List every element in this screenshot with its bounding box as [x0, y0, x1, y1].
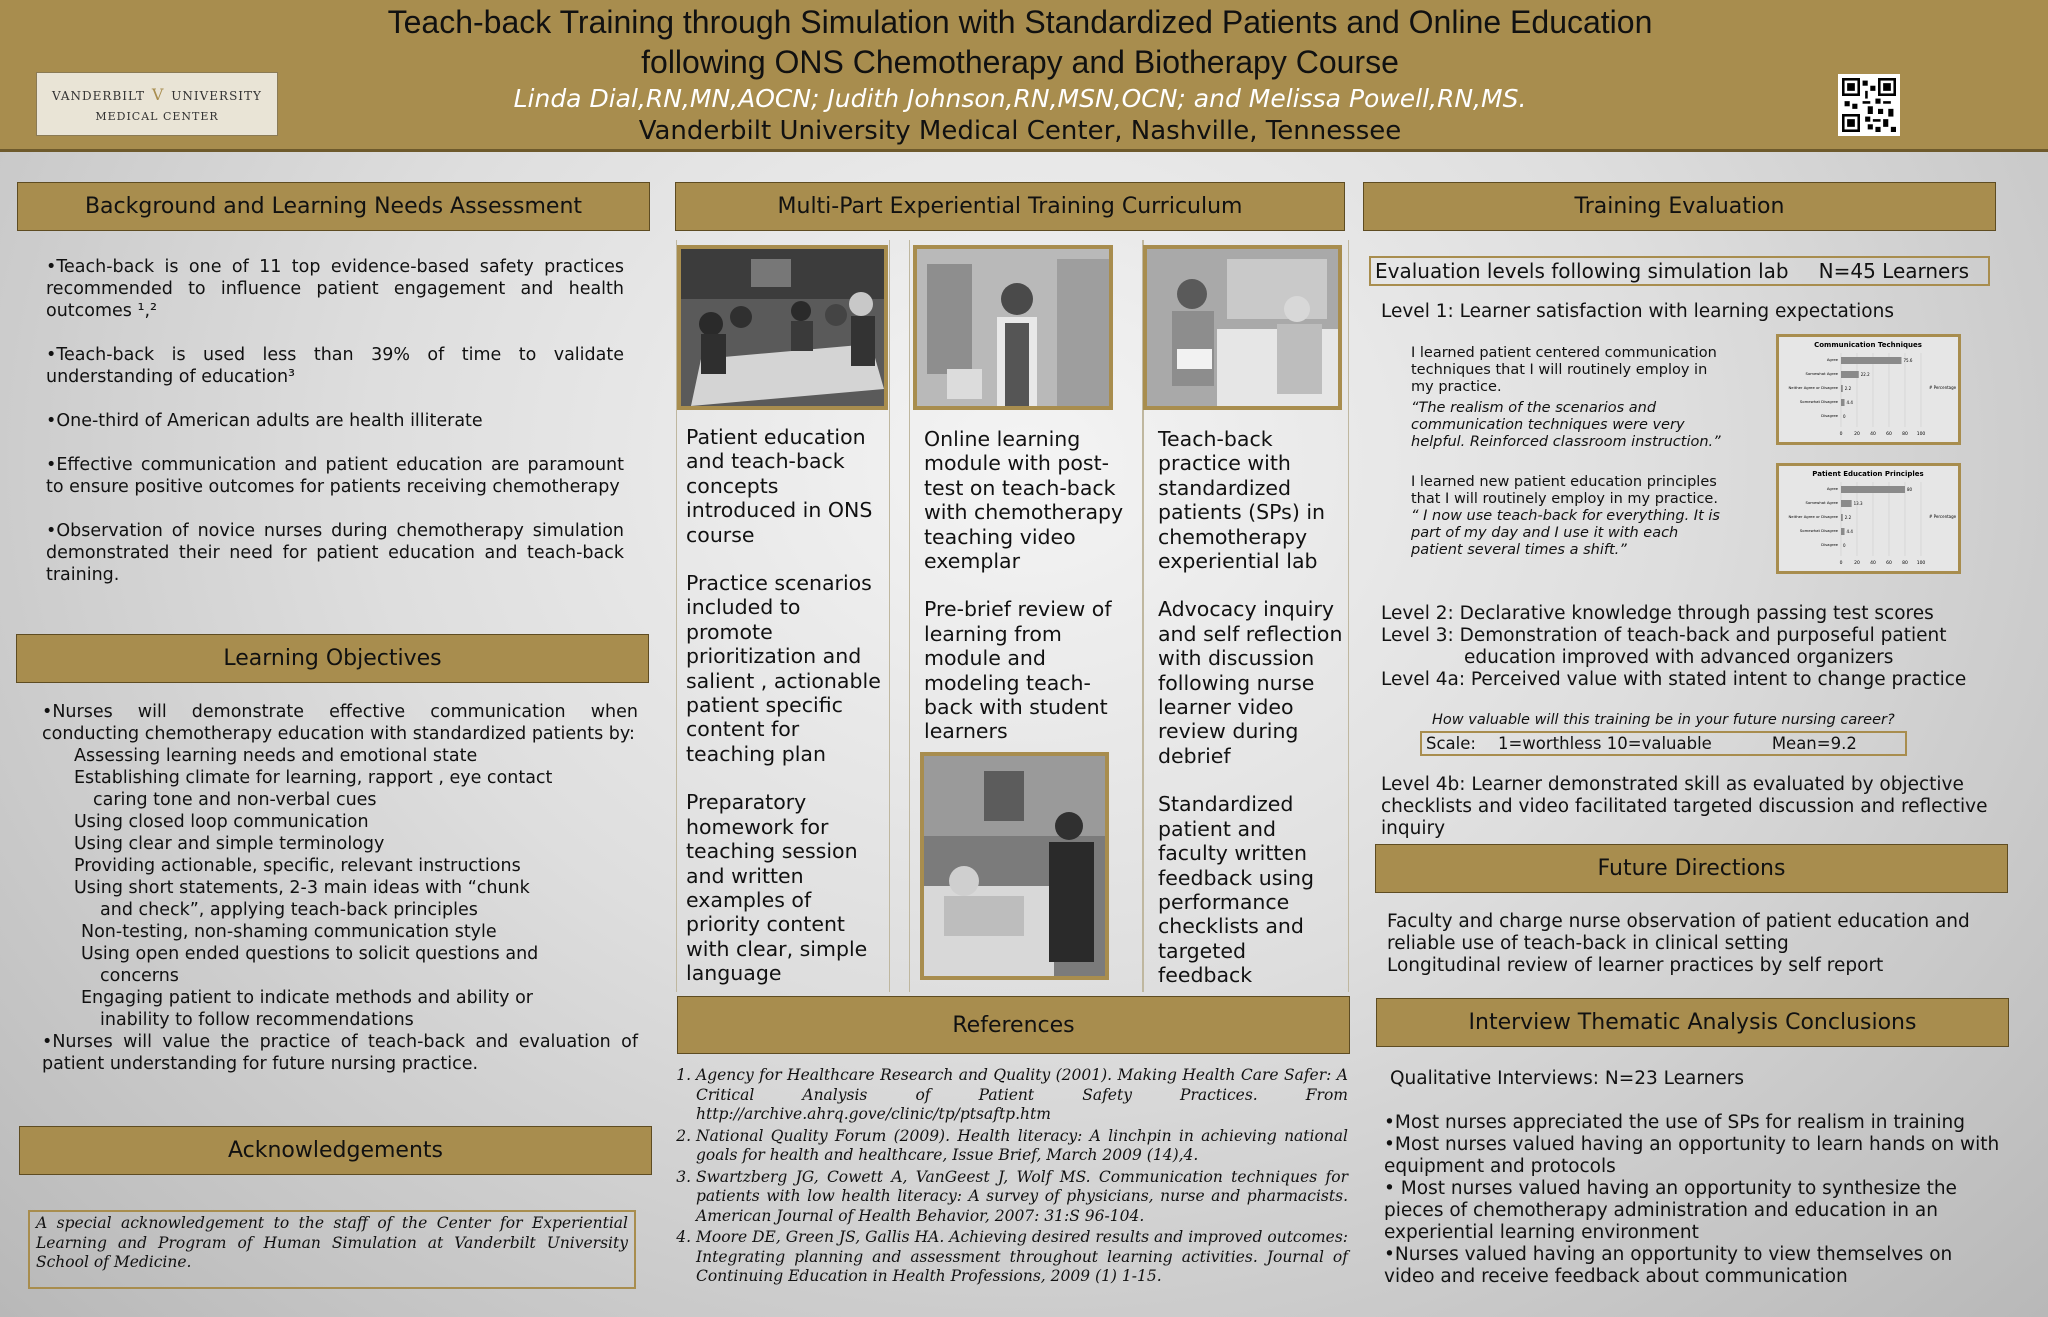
chart-title: Patient Education Principles	[1812, 470, 1924, 478]
survey-question-2: I learned new patient education principles that I will routinely employ in my practice.	[1411, 474, 1718, 507]
background-section-heading: Background and Learning Needs Assessment	[17, 182, 650, 231]
future-direction-line: reliable use of teach-back in clinical setting	[1387, 933, 1789, 954]
curriculum-column-3-text	[1158, 427, 1344, 1012]
curriculum-item: Advocacy inquiry and self reflection with discussion following nurse learner video review during debrief	[1158, 597, 1343, 768]
communication-techniques-chart-svg	[1779, 337, 1958, 442]
classroom-session-photo	[677, 245, 888, 410]
chart-legend: # Percentage	[1929, 514, 1957, 519]
level-2-text: Level 2: Declarative knowledge through passing test scores	[1381, 603, 1934, 624]
learner-quote-1: “The realism of the scenarios and communication techniques were very helpful. Reinforced classroom instruction.”	[1411, 400, 1721, 450]
chart-category-label: Disagree	[1821, 542, 1838, 547]
communication-techniques-chart	[1776, 334, 1961, 445]
poster-header	[0, 0, 2048, 152]
curriculum-item: Patient education and teach-back concepts introduced in ONS course	[686, 425, 873, 547]
reference-item: 4. Moore DE, Green JS, Gallis HA. Achieving desired results and improved outcomes: Integrating planning and assessment throughout learning activities. Journal of Continuing Education in Health Professions, 2009 (1) 1-15.	[696, 1228, 1348, 1287]
objective-item: Providing actionable, specific, relevant instructions	[74, 856, 521, 876]
logo-text-right: UNIVERSITY	[171, 89, 262, 103]
learner-quote-2: “ I now use teach-back for everything. It is part of my day and I use it with each patient several times a shift.”	[1411, 508, 1720, 558]
objective-item: caring tone and non-verbal cues	[93, 790, 377, 810]
future-direction-line: Longitudinal review of learner practices by self report	[1387, 955, 1884, 976]
background-bullet: •Teach-back is used less than 39% of time to validate understanding of education³	[46, 345, 624, 387]
chart-bar	[1841, 371, 1859, 378]
reference-item: 1. Agency for Healthcare Research and Quality (2001). Making Health Care Safer: A Critical Analysis of Patient Safety Practices. From http://archive.ahrq.gove/clinic/tp/ptsaftp.htm	[696, 1066, 1348, 1125]
level-4a-text: Level 4a: Perceived value with stated intent to change practice	[1381, 669, 1967, 690]
chart-tick-label: 40	[1870, 561, 1876, 566]
patient-education-principles-chart-svg	[1779, 466, 1958, 571]
chart-value-label: 13.3	[1853, 501, 1863, 506]
chart-legend: # Percentage	[1929, 385, 1957, 390]
evaluation-box-n: N=45 Learners	[1818, 259, 1969, 283]
bedside-teaching-photo	[920, 752, 1109, 980]
levels-2-to-4a	[1381, 603, 1966, 691]
objectives-closing: •Nurses will value the practice of teach-back and evaluation of patient understanding for future nursing practice.	[42, 1032, 638, 1074]
level-1-text: Level 1: Learner satisfaction with learning expectations	[1381, 301, 1894, 322]
curriculum-item: Practice scenarios included to promote prioritization and salient , actionable patient specific content for teaching plan	[686, 571, 881, 766]
background-bullet: •One-third of American adults are health illiterate	[46, 411, 483, 431]
chart-value-label: 4.4	[1846, 529, 1853, 534]
chart-tick-label: 100	[1916, 561, 1926, 566]
background-section-body	[46, 256, 624, 608]
curriculum-column-1-text	[686, 425, 886, 1010]
objective-item: Using closed loop communication	[74, 812, 369, 832]
future-direction-line: Faculty and charge nurse observation of patient education and	[1387, 911, 1970, 932]
level-4b-text: Level 4b: Learner demonstrated skill as evaluated by objective checklists and video facilitated targeted discussion and reflective inquiry	[1381, 774, 1988, 839]
vanderbilt-shield-icon: V	[151, 85, 165, 104]
scale-range: 1=worthless 10=valuable	[1497, 734, 1712, 753]
chart-category-label: Agree	[1826, 486, 1838, 491]
chart-tick-label: 20	[1854, 561, 1860, 566]
interview-intro: Qualitative Interviews: N=23 Learners	[1390, 1068, 1744, 1089]
chart-title: Communication Techniques	[1814, 341, 1922, 349]
chart-category-label: Somewhat Disagree	[1799, 528, 1838, 533]
chart-tick-label: 0	[1839, 432, 1843, 437]
vanderbilt-logo	[36, 72, 278, 136]
curriculum-item: Pre-brief review of learning from module and modeling teach-back with student learners	[924, 597, 1112, 744]
objective-item: Establishing climate for learning, rapport , eye contact	[74, 768, 553, 788]
background-bullet: •Teach-back is one of 11 top evidence-based safety practices recommended to influence patient engagement and health outcomes ¹,²	[46, 257, 624, 321]
curriculum-item: Teach-back practice with standardized patients (SPs) in chemotherapy experiential lab	[1158, 427, 1326, 574]
chart-value-label: 0	[1843, 543, 1846, 548]
future-directions-body	[1387, 911, 1970, 977]
interview-finding: •Most nurses appreciated the use of SPs for realism in training	[1384, 1112, 1966, 1133]
curriculum-item: Standardized patient and faculty written feedback using performance checklists and targeted feedback	[1158, 792, 1315, 988]
future-directions-section-heading: Future Directions	[1375, 844, 2008, 893]
objective-item: Using open ended questions to solicit questions and	[81, 944, 539, 964]
poster-authors: Linda Dial,RN,MN,AOCN; Judith Johnson,RN,MSN,OCN; and Melissa Powell,RN,MS.	[513, 84, 1527, 113]
chart-bar	[1841, 500, 1852, 507]
acknowledgements-section-heading: Acknowledgements	[19, 1126, 652, 1175]
chart-category-label: Neither Agree or Disagree	[1788, 385, 1838, 390]
level-3-text-continued: education improved with advanced organizers	[1464, 647, 1894, 668]
chart-category-label: Somewhat Agree	[1805, 500, 1838, 505]
chart-category-label: Disagree	[1821, 413, 1838, 418]
chart-value-label: 2.2	[1844, 386, 1852, 391]
standardized-patient-photo	[1143, 245, 1342, 410]
interview-findings	[1384, 1112, 2008, 1288]
reference-item: 2. National Quality Forum (2009). Health literacy: A linchpin in achieving national goals for health and healthcare, Issue Brief, March 2009 (14),4.	[696, 1127, 1348, 1166]
objectives-list	[74, 745, 638, 1031]
value-scale-box	[1420, 731, 1907, 756]
patient-education-principles-chart	[1776, 463, 1961, 574]
curriculum-column-2-text	[924, 427, 1138, 768]
chart-bar	[1841, 486, 1905, 493]
poster-title-line-1: Teach-back Training through Simulation with Standardized Patients and Online Education	[387, 4, 1653, 40]
scale-label: Scale:	[1426, 734, 1476, 753]
curriculum-section-heading: Multi-Part Experiential Training Curriculum	[675, 182, 1345, 231]
references-list	[676, 1066, 1348, 1289]
references-section-heading: References	[677, 996, 1350, 1054]
value-question: How valuable will this training be in your future nursing career?	[1432, 712, 1895, 728]
chart-tick-label: 20	[1854, 432, 1860, 437]
scale-mean: Mean=9.2	[1771, 734, 1857, 753]
poster-title-line-2: following ONS Chemotherapy and Biotherapy Course	[641, 44, 1399, 80]
chart-tick-label: 60	[1886, 561, 1892, 566]
reference-item: 3. Swartzberg JG, Cowett A, VanGeest J, Wolf MS. Communication techniques for patients with low health literacy: A survey of physicians, nurse and pharmacists. American Journal of Health Behavior, 2007: 31:S 96-104.	[696, 1168, 1348, 1227]
chart-tick-label: 80	[1902, 561, 1908, 566]
interview-finding: • Most nurses valued having an opportunity to synthesize the pieces of chemotherapy administration and education in an experiential learning environment	[1384, 1178, 1957, 1243]
chart-value-label: 0	[1843, 414, 1846, 419]
objective-item: Using clear and simple terminology	[74, 834, 385, 854]
objectives-section-heading: Learning Objectives	[16, 634, 649, 683]
chart-bar	[1841, 357, 1901, 364]
objective-item: and check”, applying teach-back principles	[100, 900, 478, 920]
level-3-text: Level 3: Demonstration of teach-back and purposeful patient	[1381, 625, 1947, 646]
chart-value-label: 22.2	[1860, 372, 1870, 377]
nurse-computer-photo	[913, 245, 1113, 410]
objective-item: Non-testing, non-shaming communication style	[81, 922, 497, 942]
background-bullet: •Observation of novice nurses during chemotherapy simulation demonstrated their need for patient education and teach-back training.	[46, 521, 624, 585]
chart-tick-label: 40	[1870, 432, 1876, 437]
acknowledgements-text: A special acknowledgement to the staff of the Center for Experiential Learning and Program of Human Simulation at Vanderbilt University School of Medicine.	[28, 1210, 636, 1289]
chart-bar	[1841, 399, 1845, 406]
objective-item: Assessing learning needs and emotional state	[74, 746, 478, 766]
chart-tick-label: 60	[1886, 432, 1892, 437]
evaluation-section-heading: Training Evaluation	[1363, 182, 1996, 231]
chart-category-label: Somewhat Disagree	[1799, 399, 1838, 404]
objective-item: Using short statements, 2-3 main ideas with “chunk	[74, 878, 530, 898]
chart-tick-label: 80	[1902, 432, 1908, 437]
logo-text-left: VANDERBILT	[52, 89, 146, 103]
evaluation-summary-box	[1369, 256, 1990, 286]
chart-tick-label: 100	[1916, 432, 1926, 437]
chart-value-label: 2.2	[1844, 515, 1852, 520]
background-bullet: •Effective communication and patient education are paramount to ensure positive outcomes for patients receiving chemotherapy	[46, 455, 624, 497]
objective-item: Engaging patient to indicate methods and ability or	[81, 988, 533, 1008]
chart-category-label: Neither Agree or Disagree	[1788, 514, 1838, 519]
interview-finding: •Nurses valued having an opportunity to view themselves on video and receive feedback about communication	[1384, 1244, 1953, 1287]
objectives-intro: •Nurses will demonstrate effective communication when conducting chemotherapy education with standardized patients by:	[42, 702, 638, 744]
poster-affiliation: Vanderbilt University Medical Center, Nashville, Tennessee	[638, 116, 1402, 146]
objective-item: concerns	[100, 966, 179, 986]
objectives-section-body	[42, 701, 638, 1075]
evaluation-box-label: Evaluation levels following simulation lab	[1375, 259, 1789, 283]
chart-bar	[1841, 514, 1843, 521]
chart-category-label: Agree	[1826, 357, 1838, 362]
survey-question-1: I learned patient centered communication techniques that I will routinely employ in my practice.	[1411, 345, 1717, 395]
interview-conclusions-section-heading: Interview Thematic Analysis Conclusions	[1376, 998, 2009, 1047]
chart-bar	[1841, 385, 1843, 392]
interview-finding: •Most nurses valued having an opportunity to learn hands on with equipment and protocols	[1384, 1134, 2000, 1177]
objective-item: inability to follow recommendations	[100, 1010, 414, 1030]
chart-tick-label: 0	[1839, 561, 1843, 566]
curriculum-item: Online learning module with post-test on teach-back with chemotherapy teaching video exemplar	[924, 427, 1124, 574]
curriculum-item: Preparatory homework for teaching session and written examples of priority content with clear, simple language	[686, 790, 868, 986]
chart-bar	[1841, 528, 1845, 535]
qr-code-icon[interactable]	[1838, 74, 1900, 136]
chart-value-label: 75.6	[1903, 358, 1913, 363]
chart-value-label: 4.4	[1846, 400, 1853, 405]
chart-value-label: 80	[1907, 487, 1913, 492]
chart-category-label: Somewhat Agree	[1805, 371, 1838, 376]
logo-subtitle: MEDICAL CENTER	[95, 110, 219, 123]
